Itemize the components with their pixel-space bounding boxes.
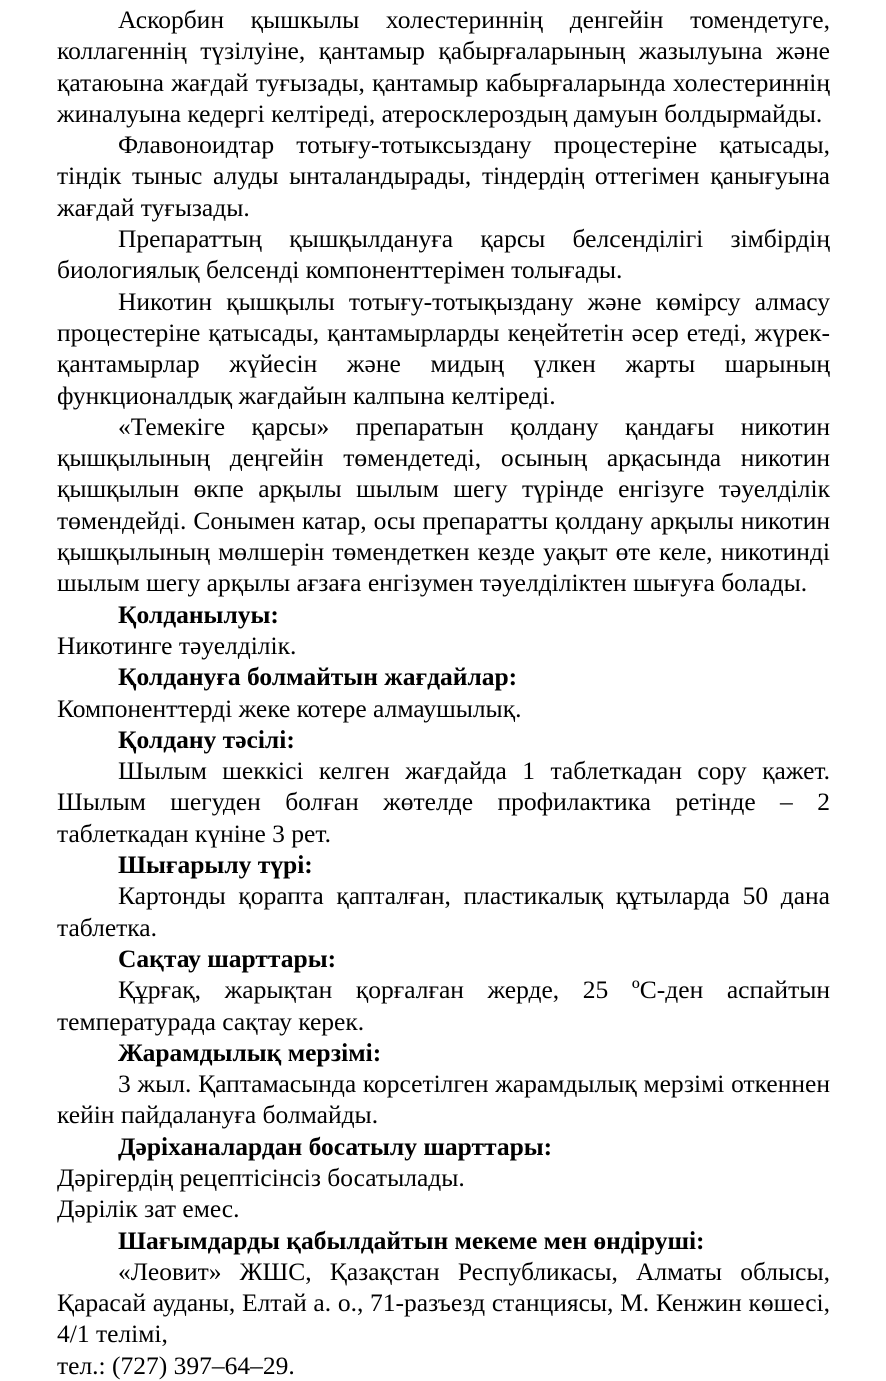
section-heading-contraindications: Қолдануға болмайтын жағдайлар: bbox=[118, 662, 518, 692]
section-text-not-a-medicine: Дәрілік зат емес. bbox=[57, 1194, 240, 1224]
section-text-dosage: Шылым шеккісі келген жағдайда 1 таблеткадан сору қажет. Шылым шегуден болған жөтелде профилактика ретінде – 2 таблеткадан күніне 3 рет. bbox=[57, 756, 830, 848]
paragraph-ascorbic-acid: Аскорбин қышкылы холестериннің денгейін томендетуге, коллагеннің түзілуіне, қантамыр қабырғаларының жазылуына және қатаюына жағдай туғызады, қантамыр кабырғаларында холестериннің жиналуына кедергі келтіреді, атеросклероздың дамуын болдырмайды. bbox=[57, 5, 830, 128]
document-body bbox=[57, 4, 830, 1381]
section-heading-dosage: Қолдану тәсілі: bbox=[118, 724, 295, 754]
section-heading-presentation: Шығарылу түрі: bbox=[118, 850, 313, 880]
section-text-shelf-life: 3 жыл. Қаптамасында корсетілген жарамдылық мерзімі откеннен кейін пайдалануға болмайды. bbox=[57, 1069, 830, 1130]
manufacturer-address: «Леовит» ЖШС, Қазақстан Республикасы, Алматы облысы, Қарасай ауданы, Елтай а. о., 71-разъезд станциясы, М. Кенжин көшесі, 4/1 телімі, bbox=[57, 1256, 830, 1349]
manufacturer-phone: тел.: (727) 397–64–29. bbox=[57, 1350, 295, 1380]
paragraph-antioxidant-activity: Препараттың қышқылдануға қарсы белсенділігі зімбірдің биологиялық белсенді компоненттерімен толығады. bbox=[57, 224, 830, 285]
section-text-dispensing: Дәрігердің рецептісінсіз босатылады. bbox=[57, 1162, 465, 1192]
section-heading-storage: Сақтау шарттары: bbox=[118, 943, 337, 973]
paragraph-flavonoids: Флавоноидтар тотығу-тотыксыздану процестеріне қатысады, тіндік тыныс алуды ынталандырады, тіндердің оттегімен қанығуына жағдай туғызады. bbox=[57, 130, 830, 222]
section-heading-shelf-life: Жарамдылық мерзімі: bbox=[118, 1037, 382, 1067]
section-text-indications: Никотинге тәуелділік. bbox=[57, 630, 297, 660]
paragraph-anti-tobacco-effect: «Темекіге қарсы» препаратын қолдану қандағы никотин қышқылының деңгейін төмендетеді, осының арқасында никотин қышқылын өкпе арқылы шылым шегу түрінде енгізуге тәуелділік төмендейді. Сонымен катар, осы препаратты қолдану арқылы никотин қышқылының мөлшерін төмендеткен кезде уақыт өте келе, никотинді шылым шегу арқылы ағзаға енгізумен тәуелділіктен шығуға болады. bbox=[57, 411, 830, 598]
section-heading-dispensing: Дәріханалардан босатылу шарттары: bbox=[118, 1131, 553, 1161]
paragraph-nicotinic-acid: Никотин қышқылы тотығу-тотықыздану және көмірсу алмасу процестеріне қатысады, қантамырларды кеңейтетін әсер етеді, жүрек-қантамырлар жүйесін және мидың үлкен жарты шарының функционалдық жағдайын калпына келтіреді. bbox=[57, 286, 830, 410]
section-heading-indications: Қолданылуы: bbox=[118, 599, 279, 629]
section-text-presentation: Картонды қорапта қапталған, пластикалық құтыларда 50 дана таблетка. bbox=[57, 881, 830, 942]
section-text-storage: Құрғақ, жарықтан қорғалған жерде, 25 ºC-ден аспайтын температурада сақтау керек. bbox=[57, 975, 830, 1036]
section-text-contraindications: Компоненттерді жеке котере алмаушылық. bbox=[57, 693, 522, 723]
section-heading-manufacturer: Шағымдарды қабылдайтын мекеме мен өндіруші: bbox=[118, 1225, 705, 1255]
